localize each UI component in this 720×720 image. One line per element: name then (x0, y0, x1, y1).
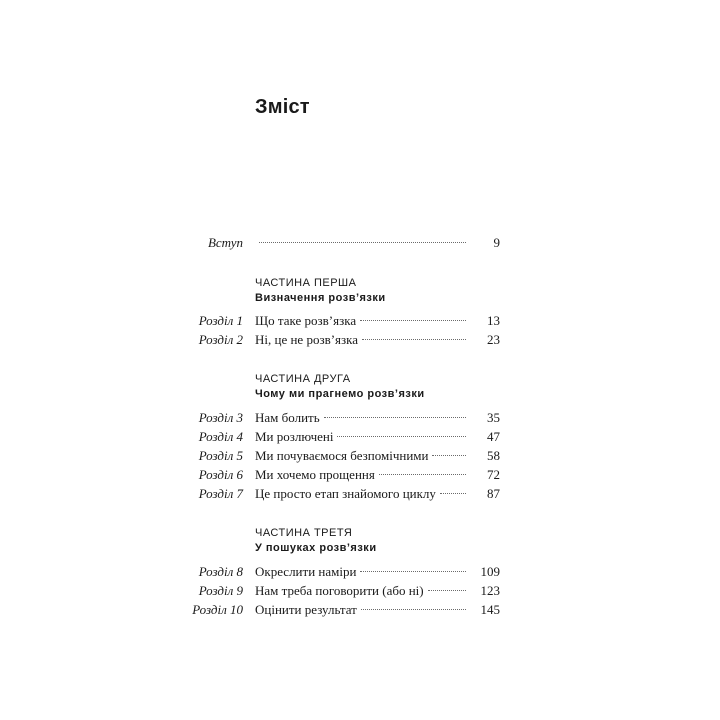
toc-page-number: 72 (487, 467, 500, 482)
part-title: Чому ми прагнемо розв’язки (255, 388, 425, 400)
toc-page-number: 109 (480, 564, 500, 579)
dot-leader (432, 455, 466, 456)
toc-entry-text: Нам болить (255, 410, 320, 425)
toc-entry (255, 312, 500, 330)
toc-label: Розділ 9 (198, 583, 243, 598)
toc-entry (255, 466, 500, 484)
toc-label: Розділ 1 (198, 313, 243, 328)
dot-leader (360, 571, 466, 572)
toc-row-intro (0, 234, 720, 252)
toc-label: Розділ 7 (198, 486, 243, 501)
page-title: Зміст (255, 96, 310, 118)
toc-row-chapter-8 (0, 563, 720, 581)
dot-leader (259, 242, 466, 243)
toc-entry-text: Окреслити наміри (255, 564, 357, 579)
toc-row-chapter-7 (0, 485, 720, 503)
toc-label: Розділ 3 (198, 410, 243, 425)
toc-entry-text: Ми хочемо прощення (255, 467, 375, 482)
toc-entry-text: Ми почуваємося безпомічними (255, 448, 429, 463)
toc-page-number: 35 (487, 410, 500, 425)
toc-entry-text: Що таке розв’язка (255, 313, 357, 328)
toc-page-number: 87 (487, 486, 500, 501)
toc-page-number: 13 (487, 313, 500, 328)
toc-row-chapter-4 (0, 428, 720, 446)
toc-label: Розділ 10 (192, 602, 243, 617)
toc-page-number: 123 (480, 583, 500, 598)
toc-row-chapter-1 (0, 312, 720, 330)
toc-page-number: 47 (487, 429, 500, 444)
toc-row-chapter-9 (0, 582, 720, 600)
toc-entry (255, 409, 500, 427)
toc-entry (255, 234, 500, 252)
toc-entry (255, 601, 500, 619)
toc-entry (255, 563, 500, 581)
toc-label: Розділ 5 (198, 448, 243, 463)
dot-leader (337, 436, 466, 437)
toc-entry-text: Нам треба поговорити (або ні) (255, 583, 424, 598)
toc-entry (255, 447, 500, 465)
part-title: У пошуках розв’язки (255, 542, 377, 554)
toc-row-chapter-10 (0, 601, 720, 619)
dot-leader (362, 339, 466, 340)
part-label: ЧАСТИНА ТРЕТЯ (255, 527, 353, 539)
toc-label: Розділ 2 (198, 332, 243, 347)
dot-leader (361, 609, 466, 610)
toc-entry-text: Це просто етап знайомого циклу (255, 486, 436, 501)
toc-row-chapter-6 (0, 466, 720, 484)
toc-page-number: 23 (487, 332, 500, 347)
toc-page-number: 58 (487, 448, 500, 463)
toc-entry (255, 331, 500, 349)
toc-page-number: 9 (493, 235, 500, 250)
toc-row-chapter-3 (0, 409, 720, 427)
toc-entry-text: Оцінити результат (255, 602, 357, 617)
toc-label: Розділ 6 (198, 467, 243, 482)
toc-label: Вступ (207, 235, 243, 250)
toc-page-number: 145 (480, 602, 500, 617)
part-title: Визначення розв’язки (255, 292, 386, 304)
toc-row-chapter-5 (0, 447, 720, 465)
part-label: ЧАСТИНА ПЕРША (255, 277, 357, 289)
toc-entry-text: Ми розлючені (255, 429, 334, 444)
toc-entry (255, 428, 500, 446)
part-label: ЧАСТИНА ДРУГА (255, 373, 351, 385)
dot-leader (379, 474, 466, 475)
toc-label: Розділ 4 (198, 429, 243, 444)
toc-entry (255, 582, 500, 600)
toc-row-chapter-2 (0, 331, 720, 349)
toc-entry (255, 485, 500, 503)
toc-entry-text: Ні, це не розв’язка (255, 332, 359, 347)
dot-leader (360, 320, 466, 321)
dot-leader (428, 590, 466, 591)
dot-leader (324, 417, 466, 418)
toc-label: Розділ 8 (198, 564, 243, 579)
dot-leader (440, 493, 466, 494)
